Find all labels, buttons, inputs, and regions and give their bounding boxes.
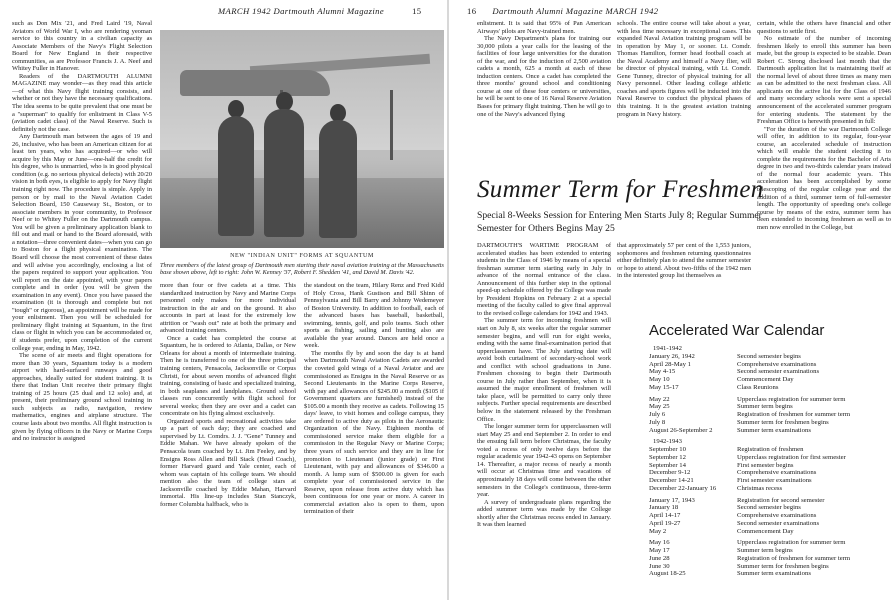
paragraph: such as Don Mix '21, and Fred Laird '19, Naval Aviators of World War I, who are rendering yeoman service to this country in a civilian capacity as Associate Members of the Navy's Flight Selection Board for New England in their respective communities, as are Professor Francis J. A. Neef and Whitey Fuller in Hanover.: [12, 20, 152, 73]
left-column-1: [12, 20, 152, 596]
left-page: [0, 0, 447, 600]
calendar-date: May 4-15: [649, 368, 676, 376]
calendar-date: May 15-17: [649, 383, 679, 391]
calendar-row: [649, 547, 894, 555]
paragraph: Any Dartmouth man between the ages of 19 and 26, inclusive, who has been an American citizen for at least ten years, who has acquired—or who will acquire by this May or June—one-half the credit for his degree, who is unmarried, who is in good physical condition (e.g. no serious physical defects) with 20/20 vision in both eyes, is eligible to apply for Navy flight training right now. The procedure is simple. Apply in person or by mail to the Naval Aviation Cadet Selection Board, 150 Causeway St., Boston, or to associate members in your community, to Professor Neef or to Whitey Fuller on the Dartmouth campus. You will be given a preliminary application blank to fill out and mail or hand to the Board aforesaid, with a notation—three convenient dates—when you can go to Boston for a flight physical examination. The Board will choose the most convenient of these dates and will advise you accordingly, enclosing a list of the papers required to support your application. You will report on the date appointed, with your papers complete and in order (you will be given the examination in any event). Once you have passed the examination (it is thorough and complete but not "tough" or rigorous), an appointment will be made for your enlistment. Then you will be scheduled for preliminary flight training at Squantum, in the first class or flight in which you can be accommodated or, if students prefer, upon completion of the current college year, ending in May, 1942.: [12, 133, 152, 352]
right-column-1-top: [477, 20, 611, 170]
calendar-date: December 22-January 16: [649, 484, 717, 492]
calendar-date: January 26, 1942: [649, 352, 695, 360]
calendar-row: [649, 539, 894, 547]
calendar-event: Comprehensive examinations: [737, 360, 817, 368]
photo-caption-title: NEW "INDIAN UNIT" FORMS AT SQUANTUM: [230, 253, 374, 259]
calendar-row: [649, 353, 894, 361]
running-head-text: Dartmouth Alumni Magazine MARCH 1942: [492, 6, 659, 16]
calendar-event: Comprehensive examinations: [737, 512, 817, 519]
calendar-event: Second semester examinations: [737, 519, 820, 527]
calendar-date: June 30: [649, 562, 670, 570]
headline-deck: Special 8-Weeks Session for Entering Men Starts July 8; Regular Summer Semester for Others Begins May 25: [477, 210, 762, 234]
paragraph: that approximately 57 per cent of the 1,553 juniors, sophomores and freshmen returning questionnaires either definitely plan to attend the summer semester or hope to attend. About two-fifths of the 1942 men in the interested group list themselves as: [617, 242, 751, 280]
right-running-head: [467, 6, 658, 16]
calendar-date: September 12: [649, 453, 686, 461]
calendar-row: [649, 384, 894, 392]
calendar-event: Class Reunions: [737, 383, 779, 391]
calendar-date: August 26-September 2: [649, 426, 713, 434]
calendar-date: May 22: [649, 395, 670, 403]
left-running-head: [218, 6, 421, 16]
calendar-date: May 2: [649, 527, 667, 535]
calendar-date: July 8: [649, 418, 666, 426]
paragraph: Readers of the DARTMOUTH ALUMNI MAGAZINE may wonder—as they read this article—of what this Navy flight training consists, and whether or not they have the necessary qualifications. The idea seems to be quite prevalent that one must be a "superman" to qualify for enlistment in Class V-5 (aviation cadet class) of the Naval Reserve. Such is definitely not the case.: [12, 72, 152, 133]
calendar-year: 1942-1943: [653, 438, 682, 446]
calendar-row: [649, 497, 894, 505]
right-column-1-bottom: [477, 242, 611, 596]
calendar-date: May 16: [649, 539, 670, 547]
calendar-date: May 10: [649, 376, 670, 383]
paragraph: "For the duration of the war Dartmouth College will offer, in addition to its regular, four-year course, an accelerated schedule of instruction which will enable the student electing it to complete the requirements for the Bachelor of Arts degree in two and two-thirds calendar years instead of the normal four academic years. This acceleration has been accomplished by some telescoping of the regular college year and the addition of a third, summer term of full-semester length. The opportunity of speeding one's college course by means of the extra, summer term has been extended to incoming freshmen as well as to men now enrolled in the College, but: [757, 125, 891, 231]
calendar-row: [649, 411, 894, 419]
photo-caption: Three members of the latest group of Dartmouth men starting their naval aviation training at the Massachusetts base shown above, left to right: John W. Kenney '37, Robert F. Shedden '41, and David M. Davis '42.: [160, 262, 444, 277]
calendar-date: April 14-17: [649, 512, 681, 519]
paragraph: The months fly by and soon the day is at hand when Dartmouth Naval Aviation Cadets are awarded the coveted gold wings of a Naval Aviator and are commissioned as Ensigns in the Naval Reserve or as Second Lieutenants in the Marine Corps Reserve, with pay and allowances of $245.00 a month ($105 if Government quarters are furnished) instead of the $105.00 a month they receive as cadets. Following 15 days' leave, to visit homes and college campus, they are ordered to active duty as pilots in the Aeronautic Organization of the Navy. Eighteen months of commissioned service make them eligible for a commission in the Regular Navy or Marine Corps; three years of such service and they are in line for promotion to Lieutenant (junior grade) or First Lieutenant, with pay and allowances of $346.00 a month. A lump sum of $500.00 is given for each complete year of commissioned service in the Reserve, upon release from active duty which has been continuous for one year or more. A career in commercial aviation also is open to them, upon termination of their: [304, 349, 444, 516]
paragraph: Organized sports and recreational activities take up a part of each day; they are coached and supervised by Lt. Comdrs. J. J. "Gene" Tunney and Eddie Mahan. We have already spoken of the Pensacola team coached by Lt. Jim Feeley, and by Ensigns Ross Allen and Bill Stack (Head Coach), former Harvard guard and Yale center, each of whom was captain of his college team. We should mention also the team of college stars at Jacksonville coached by Eddie Mahan, Harvard immortal. His line-up includes Stan Stanczyk, former Columbia halfback, who is: [160, 417, 296, 508]
calendar-event: Comprehensive examinations: [737, 469, 817, 477]
paragraph: enlistment. It is said that 95% of Pan American Airways' pilots are Navy-trained men.: [477, 20, 611, 35]
paragraph: The summer term for incoming freshmen will start on July 8, six weeks after the regular summer semester begins, and will run for eight weeks, ending with the same final-examination period that upperclassmen have. The July starting date will avoid both curtailment of secondary-school work and conflict with school graduations in June. Freshmen choosing to begin their Dartmouth course in July rather than September, when it is assumed the major enrollment of freshmen will take place, will be permitted to carry only three subjects. Further special requirements are described below in the statement released by the Freshman Office.: [477, 317, 611, 423]
calendar-row: [649, 376, 894, 384]
right-column-2-top: [617, 20, 751, 170]
calendar-row: [649, 555, 894, 563]
calendar-date: September 14: [649, 461, 686, 469]
calendar-row: [649, 446, 894, 454]
calendar-row: [649, 528, 894, 536]
calendar-row: [649, 477, 894, 485]
calendar-row: [649, 469, 894, 477]
paragraph: more than four or five cadets at a time. This standardized instruction by Navy and Marine Corps personnel only makes for more individual instruction in the air and on the ground. It also accounts in part at least for the extremely low attrition or "wash out" rate at both the primary and advanced training centers.: [160, 282, 296, 335]
paragraph: DARTMOUTH'S WARTIME PROGRAM of accelerated studies has been extended to entering students in the Class of 1946 by means of a special freshman summer term starting early in July in advance of the normal entrance of the class. Announcement of this further step in the optional speed-up schedule offered by the College was made by President Hopkins on February 2 at a special meeting of the faculty called to give final approval to the revised college calendars for 1942 and 1943.: [477, 242, 611, 317]
right-column-2-bottom: [617, 242, 751, 312]
calendar-event: Upperclass registration for summer term: [737, 395, 846, 403]
left-column-3: [304, 282, 444, 596]
calendar-year: 1941-1942: [653, 345, 682, 352]
calendar-event: Registration of freshmen for summer term: [737, 554, 851, 562]
calendar-event: Upperclass registration for summer term: [737, 539, 846, 547]
paragraph: The Navy Department's plans for training our 30,000 pilots a year calls for the leasing of the facilities of four large universities for the duration of the war, and for the induction of 2,500 aviation cadets a month, 625 a month at each of these induction centers. Once a cadet has completed the three months' ground school and conditioning course at one of these four centers or universities, he will be sent to one of 16 Naval Reserve Aviation Bases for primary flight training. Then he will go to one of the Navy's advanced flying: [477, 35, 611, 118]
calendar-event: Commencement Day: [737, 376, 794, 383]
calendar-event: Second semester begins: [737, 352, 801, 360]
paragraph: the standout on the team, Hilary Renz and Fred Kidd of Holy Cross, Hank Gustison and Bill Shinn of Pennsylvania and Bill Barry and Johnny Wedemeyer of Boston University. In addition to football, each of the advanced bases has baseball, basketball, swimming, tennis, golf, and polo teams. Such other sports as fishing, sailing and hunting also are available the year around. Dances are held once a week.: [304, 282, 444, 350]
paragraph: The scene of air meets and flight operations for more than 30 years, Squantum today is a modern airport with hard-surfaced runways and good approaches, ideally suited for student training. It is there that Indian Unit receive their primary flight training of 25 hours (25 dual and 12 solo) and, at present, their preliminary ground school training in such subjects as radio, navigation, review mathematics, engines and airplane structure. The course lasts about two months. All flight instruction is given by flying officers in the Navy or Marine Corps and no instructor is assigned: [12, 352, 152, 443]
calendar-date: September 10: [649, 446, 686, 453]
running-head-text: MARCH 1942 Dartmouth Alumni Magazine: [218, 6, 385, 16]
calendar-date: August 18-25: [649, 570, 686, 578]
calendar-event: Registration of freshmen for summer term: [737, 411, 851, 418]
calendar-event: Second semester examinations: [737, 368, 820, 376]
calendar-row: [649, 396, 894, 404]
calendar-row: [649, 462, 894, 470]
calendar-event: Upperclass registration for first semester: [737, 453, 846, 461]
calendar-date: June 28: [649, 554, 670, 562]
right-page: [449, 0, 896, 600]
calendar-date: May 17: [649, 547, 670, 554]
calendar-event: Summer term for freshmen begins: [737, 562, 829, 570]
calendar-date: April 19-27: [649, 519, 681, 527]
paragraph: No estimate of the number of incoming freshmen likely to enroll this summer has been made, but the group is expected to be sizable. Dean Robert C. Strong disclosed last month that the Dartmouth application list is maintaining itself at the normal level of about three times as many men as can be admitted to the next freshman class. All applicants on the active list for the Class of 1946 and many secondary schools were sent a special announcement of the accelerated summer program for entering students. The statement by the Freshman Office is herewith presented in full:: [757, 35, 891, 126]
calendar-event: Registration for second semester: [737, 496, 825, 504]
calendar-row: [649, 403, 894, 411]
paragraph: Once a cadet has completed the course at Squantum, he is ordered to Atlanta, Dallas, or New Orleans for about a month of intermediate training. Then he is transferred to one of the three principal training centers, Pensacola, Jacksonville or Corpus Christi, for about seven months of advanced flight training, consisting of basic and specialized training, in both seaplanes and landplanes. Ground school classes run concurrently with flight school for several weeks; then they are over and a cadet can concentrate on his flying almost exclusively.: [160, 334, 296, 418]
photo-indian-unit: [160, 30, 444, 248]
page-number: 16: [467, 6, 477, 16]
calendar-date: December 9-12: [649, 469, 691, 477]
calendar-date: April 28-May 1: [649, 360, 691, 368]
accelerated-war-calendar: [649, 345, 894, 578]
calendar-row: [649, 419, 894, 427]
calendar-row: [649, 512, 894, 520]
calendar-row: [649, 368, 894, 376]
calendar-event: First semester examinations: [737, 477, 812, 484]
calendar-event: Summer term begins: [737, 403, 793, 411]
calendar-event: Summer term for freshmen begins: [737, 418, 829, 426]
calendar-row: [649, 563, 894, 571]
left-column-2: [160, 282, 296, 596]
calendar-event: Second semester begins: [737, 504, 801, 512]
headline-summer-term: Summer Term for Freshmen: [477, 176, 764, 203]
calendar-row: [649, 520, 894, 528]
calendar-date: May 25: [649, 403, 670, 411]
calendar-event: Registration of freshmen: [737, 446, 804, 453]
calendar-event: Summer term examinations: [737, 570, 811, 578]
calendar-date: July 6: [649, 411, 666, 418]
right-column-3: [757, 20, 891, 320]
calendar-event: Summer term begins: [737, 547, 793, 554]
calendar-date: January 17, 1943: [649, 496, 695, 504]
calendar-event: First semester begins: [737, 461, 794, 469]
calendar-date: December 14-21: [649, 477, 694, 484]
calendar-event: Christmas recess: [737, 484, 783, 492]
calendar-date: January 18: [649, 504, 679, 512]
calendar-row: [649, 570, 894, 578]
page-number: 15: [412, 6, 422, 16]
calendar-row: [649, 504, 894, 512]
paragraph: schools. The entire course will take about a year, with less time necessary in exceptional cases. This expanded Naval Aviation training program will be in operation by May 1, or sooner. Lt. Comdr. Thomas Hamilton, former head football coach at the Naval Academy and himself a Navy flier, will be director of physical training, with Lt. Comdr. Gene Tunney, director of physical training for all Navy personnel. Other leading college athletic coaches and sports figures will be inducted into the Naval Reserve to conduct the physical phases of this training. It is the greatest aviation training program in Navy history.: [617, 20, 751, 118]
calendar-row: [649, 454, 894, 462]
paragraph: The longer summer term for upperclassmen will start May 25 and end September 2. In order to end the ensuing fall term before Christmas, the faculty voted a recess of only twelve days before the regular academic year 1942-43 opens on September 14. Thereafter, a major recess of nearly a month will occur at Christmas time and vacations of approximately 18 days will come between the other semesters in the College's continuous, three-term year.: [477, 423, 611, 499]
paragraph: certain, while the others have financial and other questions to settle first.: [757, 20, 891, 35]
calendar-row: [649, 485, 894, 493]
calendar-event: Commencement Day: [737, 527, 794, 535]
calendar-event: Summer term examinations: [737, 426, 811, 434]
calendar-title: Accelerated War Calendar: [649, 322, 825, 339]
calendar-row: [649, 427, 894, 435]
paragraph: A survey of undergraduate plans regarding the added summer term was made by the College shortly after the Christmas recess ended in January. It was then learned: [477, 498, 611, 529]
calendar-row: [649, 361, 894, 369]
